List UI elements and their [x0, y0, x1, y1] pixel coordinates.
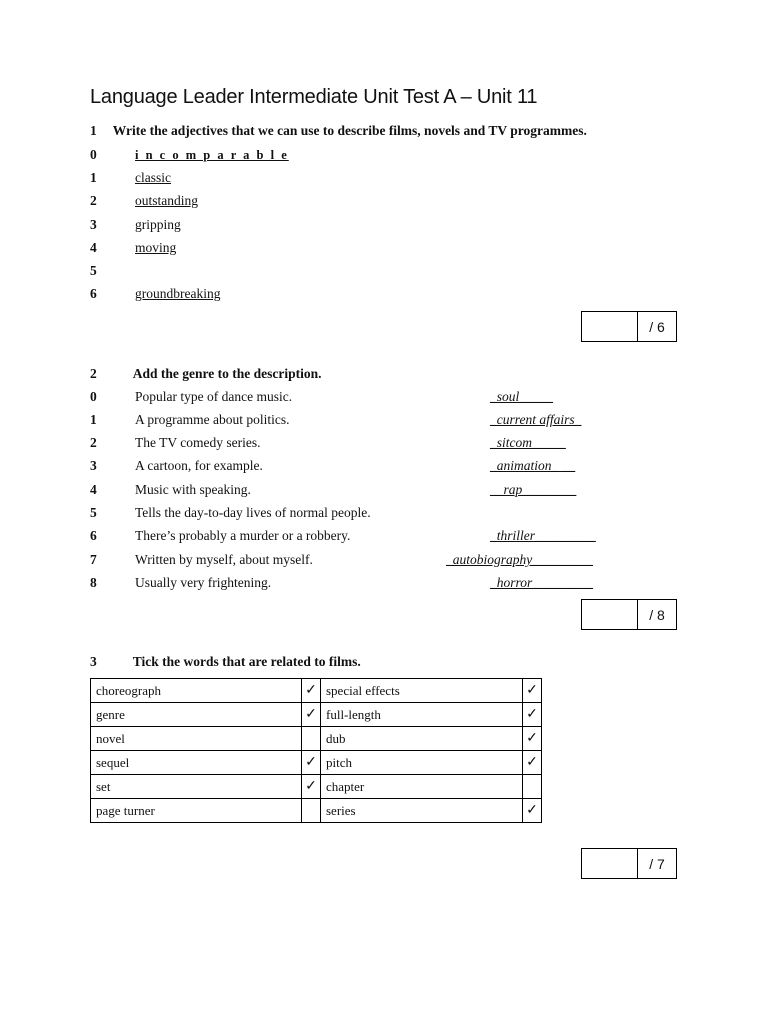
q1-item-number: 3 [90, 217, 97, 232]
q2-item-answer: __rap________ [490, 482, 577, 497]
q1-item-number: 1 [90, 170, 97, 185]
q3-word-table [90, 678, 542, 823]
word-cell: special effects [321, 679, 523, 703]
word-cell: set [91, 775, 302, 799]
tick-cell[interactable]: ✓ [523, 727, 542, 751]
q2-item-answer: _autobiography_________ [446, 552, 593, 567]
tick-cell[interactable]: ✓ [523, 751, 542, 775]
tick-cell[interactable] [302, 799, 321, 823]
q2-item-text: Popular type of dance music. [135, 389, 293, 404]
q2-item-number: 2 [90, 435, 97, 450]
q2-item-answer: _current affairs_ [490, 412, 582, 427]
q2-item-text: A cartoon, for example. [135, 458, 263, 473]
tick-cell[interactable]: ✓ [302, 703, 321, 727]
q1-item-number: 0 [90, 147, 97, 162]
q2-item-number: 6 [90, 528, 97, 543]
q2-score: / 8 [649, 606, 665, 623]
q2-item-text: Written by myself, about myself. [135, 552, 313, 567]
page-title: Language Leader Intermediate Unit Test A – Unit 11 [90, 86, 538, 108]
q1-item-answer: outstanding [135, 193, 198, 208]
word-cell: dub [321, 727, 523, 751]
tick-cell[interactable] [302, 727, 321, 751]
q2-item-number: 1 [90, 412, 97, 427]
table-row [91, 679, 542, 703]
q2-item-text: There’s probably a murder or a robbery. [135, 528, 351, 543]
q1-item-answer: moving [135, 240, 177, 255]
table-row [91, 751, 542, 775]
q2-item-number: 4 [90, 482, 97, 497]
q1-item-number: 5 [90, 263, 97, 278]
q2-score-box [581, 599, 677, 630]
q1-item-answer: i n c o m p a r a b l e [135, 148, 289, 162]
q2-instruction: Add the genre to the description. [132, 366, 322, 381]
q1-item-answer: classic [135, 170, 171, 185]
table-row [91, 775, 542, 799]
tick-cell[interactable]: ✓ [523, 799, 542, 823]
q2-item-answer: _soul_____ [490, 389, 554, 404]
q3-heading [90, 654, 361, 670]
q1-instruction: Write the adjectives that we can use to describe films, novels and TV programmes. [112, 123, 587, 138]
q3-score-box [581, 848, 677, 879]
word-cell: series [321, 799, 523, 823]
q2-heading [90, 366, 322, 382]
q2-item-text: Usually very frightening. [135, 575, 272, 590]
q2-item-text: Music with speaking. [135, 482, 251, 497]
q2-item-answer: _thriller_________ [490, 528, 596, 543]
tick-cell[interactable]: ✓ [523, 703, 542, 727]
word-cell: pitch [321, 751, 523, 775]
word-cell: page turner [91, 799, 302, 823]
q1-score-box [581, 311, 677, 342]
table-row [91, 727, 542, 751]
q2-item-answer: _sitcom_____ [490, 435, 566, 450]
q1-item-number: 6 [90, 286, 97, 301]
q2-item-text: The TV comedy series. [135, 435, 261, 450]
q1-number: 1 [90, 123, 97, 138]
q1-item-answer: groundbreaking [135, 286, 221, 301]
q1-score: / 6 [649, 318, 665, 335]
tick-cell[interactable]: ✓ [302, 751, 321, 775]
table-row [91, 799, 542, 823]
q2-item-number: 3 [90, 458, 97, 473]
q2-item-number: 8 [90, 575, 97, 590]
q1-item-number: 4 [90, 240, 97, 255]
word-cell: choreograph [91, 679, 302, 703]
q3-number: 3 [90, 654, 97, 669]
q3-instruction: Tick the words that are related to films. [132, 654, 361, 669]
q3-score: / 7 [649, 855, 665, 872]
tick-cell[interactable]: ✓ [523, 679, 542, 703]
tick-cell[interactable]: ✓ [302, 775, 321, 799]
word-cell: genre [91, 703, 302, 727]
word-cell: full-length [321, 703, 523, 727]
q2-item-text: Tells the day-to-day lives of normal people. [135, 505, 371, 520]
q1-item-number: 2 [90, 193, 97, 208]
tick-cell[interactable]: ✓ [302, 679, 321, 703]
word-cell: novel [91, 727, 302, 751]
q2-item-answer: _animation_ __ [490, 458, 576, 473]
tick-cell[interactable] [523, 775, 542, 799]
q2-item-text: A programme about politics. [135, 412, 290, 427]
q2-item-number: 5 [90, 505, 97, 520]
q1-heading [90, 123, 587, 139]
q2-number: 2 [90, 366, 97, 381]
table-row [91, 703, 542, 727]
q2-item-answer: _horror_________ [490, 575, 594, 590]
q1-item-answer: gripping [135, 217, 181, 232]
word-cell: sequel [91, 751, 302, 775]
q2-item-number: 7 [90, 552, 97, 567]
word-cell: chapter [321, 775, 523, 799]
q2-item-number: 0 [90, 389, 97, 404]
